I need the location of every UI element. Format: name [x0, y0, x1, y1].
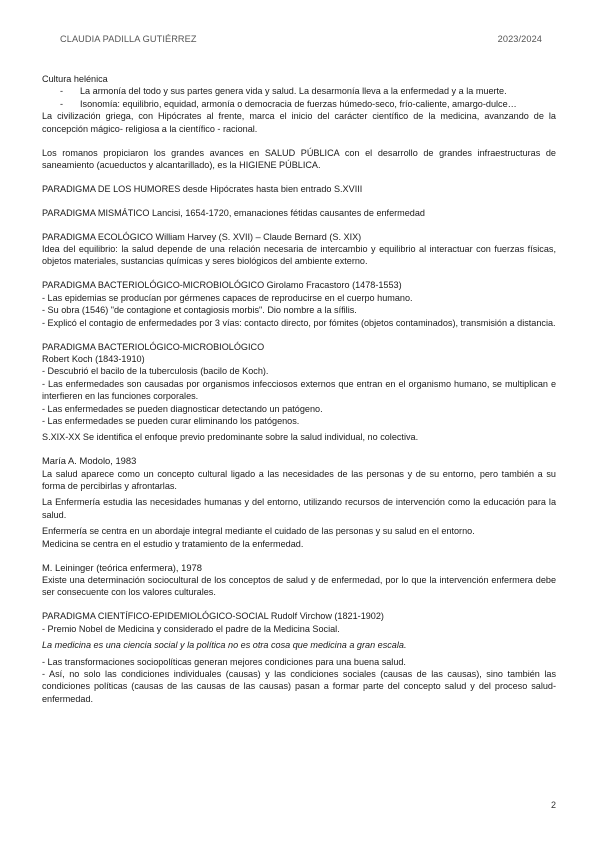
paradigma-bacteriologico-fracastoro-title: PARADIGMA BACTERIOLÓGICO-MICROBIOLÓGICO Girolamo Fracastoro (1478-1553) — [42, 280, 402, 291]
fracastoro-line: - Explicó el contagio de enfermedades por 3 vías: contacto directo, por fómites (objetos contaminados), transmisión a distancia. — [42, 317, 556, 328]
modolo-paragraph: La salud aparece como un concepto cultural ligado a las necesidades de las personas y de su entorno, pero también a su forma de percibirlas y afrontarlas. — [42, 468, 556, 492]
modolo-paragraph: Medicina se centra en el estudio y tratamiento de la enfermedad. — [42, 538, 304, 549]
koch-author: Robert Koch (1843-1910) — [42, 353, 145, 364]
koch-line: - Descubrió el bacilo de la tuberculosis (bacilo de Koch). — [42, 366, 269, 377]
koch-line: - Las enfermedades son causadas por organismos infecciosos externos que entran en el organismo humano, se multiplican e interfieren en las funciones corporales. — [42, 378, 556, 402]
page-header — [60, 34, 542, 44]
leininger-title: M. Leininger (teórica enfermera), 1978 — [42, 561, 202, 573]
sxix-paragraph: S.XIX-XX Se identifica el enfoque previo predominante sobre la salud individual, no colectiva. — [42, 432, 419, 443]
modolo-title: María A. Modolo, 1983 — [42, 455, 137, 467]
fracastoro-line: - Su obra (1546) "de contagione et contagiosis morbis". Dio nombre a la sífilis. — [42, 305, 357, 316]
romanos-paragraph: Los romanos propiciaron los grandes avances en SALUD PÚBLICA con el desarrollo de grandes infraestructuras de saneamiento (acueductos y alcantarillado), es la HIGIENE PÚBLICA. — [42, 147, 556, 170]
paradigma-bacteriologico-koch-title: PARADIGMA BACTERIOLÓGICO-MICROBIOLÓGICO — [42, 341, 265, 352]
document-body — [42, 73, 556, 705]
koch-line: - Las enfermedades se pueden curar eliminando los patógenos. — [42, 415, 300, 426]
modolo-paragraph: La Enfermería estudia las necesidades humanas y del entorno, utilizando recursos de intervención como la educación para la salud. — [42, 497, 556, 520]
paradigma-mismatico: PARADIGMA MISMÁTICO Lancisi, 1654-1720, emanaciones fétidas causantes de enfermedad — [42, 207, 425, 218]
paradigma-ecologico-title: PARADIGMA ECOLÓGICO William Harvey (S. XVII) – Claude Bernard (S. XIX) — [42, 231, 362, 242]
virchow-line: - Así, no solo las condiciones individuales (causas) y las condiciones sociales (causas de las causas), sino también las condiciones políticas (causas de las causas de las causas) pasan a formar parte del concepto salud y del proceso salud-enfermedad. — [42, 668, 556, 704]
page-number: 2 — [550, 800, 556, 810]
leininger-text: Existe una determinación sociocultural de los conceptos de salud y de enfermedad, por lo que la intervención enfermera debe ser consecuente con los valores culturales. — [42, 575, 556, 598]
virchow-line: - Premio Nobel de Medicina y considerado el padre de la Medicina Social. — [42, 623, 340, 634]
virchow-line: - Las transformaciones sociopolíticas generan mejores condiciones para una buena salud. — [42, 656, 406, 667]
koch-line: - Las enfermedades se pueden diagnosticar detectando un patógeno. — [42, 403, 323, 414]
cultura-list — [42, 85, 556, 110]
virchow-quote: La medicina es una ciencia social y la política no es otra cosa que medicina a gran escala. — [42, 640, 407, 651]
header-year: 2023/2024 — [497, 34, 542, 44]
list-item: - Isonomía: equilibrio, equidad, armonía o democracia de fuerzas húmedo-seco, frío-caliente, amargo-dulce… — [60, 98, 556, 110]
list-item: - La armonía del todo y sus partes genera vida y salud. La desarmonía lleva a la enfermedad y a la muerte. — [60, 85, 556, 97]
cultura-paragraph: La civilización griega, con Hipócrates al frente, marca el inicio del carácter científico de la medicina, avanzando de la concepción mágico- religiosa a la científico - racional. — [42, 111, 556, 134]
cultura-title: Cultura helénica — [42, 74, 108, 84]
paradigma-ecologico-text: Idea del equilibrio: la salud depende de una relación necesaria de intercambio y equilibrio al interactuar con fuerzas físicas, objetos materiales, sustancias químicas y seres biológicos del ambiente externo. — [42, 244, 556, 267]
modolo-paragraph: Enfermería se centra en un abordaje integral mediante el cuidado de las personas y su salud en el entorno. — [42, 526, 475, 537]
fracastoro-line: - Las epidemias se producían por gérmenes capaces de reproducirse en el cuerpo humano. — [42, 292, 413, 303]
paradigma-virchow-title: PARADIGMA CIENTÍFICO-EPIDEMIOLÓGICO-SOCIAL Rudolf Virchow (1821-1902) — [42, 611, 384, 622]
paradigma-humores: PARADIGMA DE LOS HUMORES desde Hipócrates hasta bien entrado S.XVIII — [42, 183, 363, 194]
header-author: CLAUDIA PADILLA GUTIÉRREZ — [60, 34, 197, 44]
